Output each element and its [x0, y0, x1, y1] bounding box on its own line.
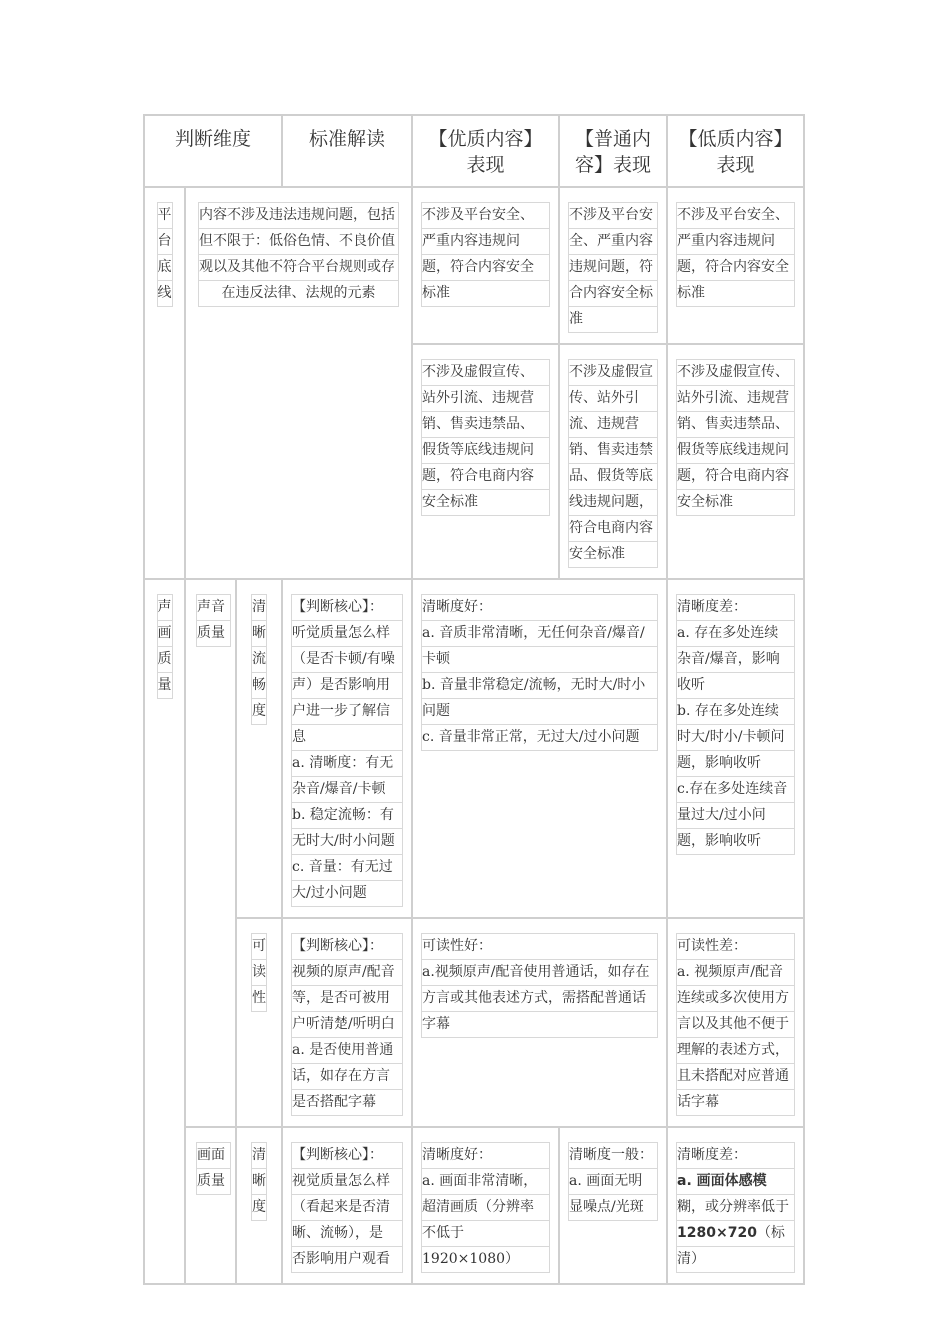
- ecommerce-safety-bad: 不涉及虚假宣传、 站外引流、违规营 销、售卖违禁品、 假货等底线违规问 题，符合电商内容 安全标准: [667, 344, 804, 579]
- sound-quality-label: 声音 质量: [185, 579, 236, 1127]
- sound-clarity-row: [144, 579, 804, 918]
- sound-readability-desc: 【判断核心】： 视频的原声/配音 等，是否可被用 户听清楚/听明白 a. 是否使用普通 话，如存在方言 是否搭配字幕: [282, 918, 412, 1127]
- header-row: [144, 115, 804, 187]
- ecommerce-safety-normal: 不涉及虚假宣 传、站外引 流、违规营 销、售卖违禁 品、假货等底 线违规问题， 符合电商内容 安全标准: [559, 344, 667, 579]
- sound-clarity-bad: 清晰度差： a. 存在多处连续 杂音/爆音，影响 收听 b. 存在多处连续 时大/时小/卡顿问 题，影响收听 c.存在多处连续音 量过大/过小问 题，影响收听: [667, 579, 804, 918]
- platform-safety-good: 不涉及平台安全、 严重内容违规问 题，符合内容安全 标准: [412, 187, 559, 344]
- av-dimension: 声 画 质 量: [144, 579, 185, 1284]
- header-low-quality: 【低质内容】 表现: [667, 115, 804, 187]
- picture-clarity-normal: 清晰度一般： a. 画面无明 显噪点/光斑: [559, 1127, 667, 1284]
- sound-readability-sub: 可 读 性: [236, 918, 282, 1127]
- header-interpretation: 标准解读: [282, 115, 412, 187]
- platform-description: 内容不涉及违法违规问题，包括 但不限于：低俗色情、不良价值 观以及其他不符合平台规则或存 在违反法律、法规的元素: [185, 187, 412, 579]
- sound-clarity-good: 清晰度好： a. 音质非常清晰，无任何杂音/爆音/ 卡顿 b. 音量非常稳定/流畅，无时大/时小 问题 c. 音量非常正常，无过大/过小问题: [412, 579, 667, 918]
- sound-readability-bad: 可读性差： a. 视频原声/配音 连续或多次使用方 言以及其他不便于 理解的表述方式， 且未搭配对应普通 话字幕: [667, 918, 804, 1127]
- picture-clarity-row: [144, 1127, 804, 1284]
- picture-clarity-good: 清晰度好： a. 画面非常清晰， 超清画质（分辨率 不低于 1920×1080）: [412, 1127, 559, 1284]
- header-high-quality: 【优质内容】 表现: [412, 115, 559, 187]
- header-dimension: 判断维度: [144, 115, 282, 187]
- picture-quality-label: 画面 质量: [185, 1127, 236, 1284]
- platform-safety-bad: 不涉及平台安全、 严重内容违规问 题，符合内容安全 标准: [667, 187, 804, 344]
- platform-row-1: [144, 187, 804, 344]
- sound-clarity-desc: 【判断核心】： 听觉质量怎么样 （是否卡顿/有噪 声）是否影响用 户进一步了解信 息 a. 清晰度：有无 杂音/爆音/卡顿 b. 稳定流畅：有 无时大/时小问题 c. 音量：有无过 大/过小问题: [282, 579, 412, 918]
- ecommerce-safety-good: 不涉及虚假宣传、 站外引流、违规营 销、售卖违禁品、 假货等底线违规问 题，符合电商内容 安全标准: [412, 344, 559, 579]
- sound-clarity-sub: 清 晰 流 畅 度: [236, 579, 282, 918]
- sound-readability-row: [144, 918, 804, 1127]
- sound-readability-good: 可读性好： a.视频原声/配音使用普通话，如存在 方言或其他表述方式，需搭配普通话 字幕: [412, 918, 667, 1127]
- platform-dimension: 平 台 底 线: [144, 187, 185, 579]
- platform-safety-normal: 不涉及平台安 全、严重内容 违规问题，符 合内容安全标 准: [559, 187, 667, 344]
- picture-clarity-bad: 清晰度差： a. 画面体感模 糊，或分辨率低于 1280×720（标 清）: [667, 1127, 804, 1284]
- header-normal-quality: 【普通内 容】表现: [559, 115, 667, 187]
- picture-clarity-desc: 【判断核心】： 视觉质量怎么样 （看起来是否清 晰、流畅），是 否影响用户观看: [282, 1127, 412, 1284]
- picture-clarity-sub: 清 晰 度: [236, 1127, 282, 1284]
- content-quality-table: [143, 114, 805, 1285]
